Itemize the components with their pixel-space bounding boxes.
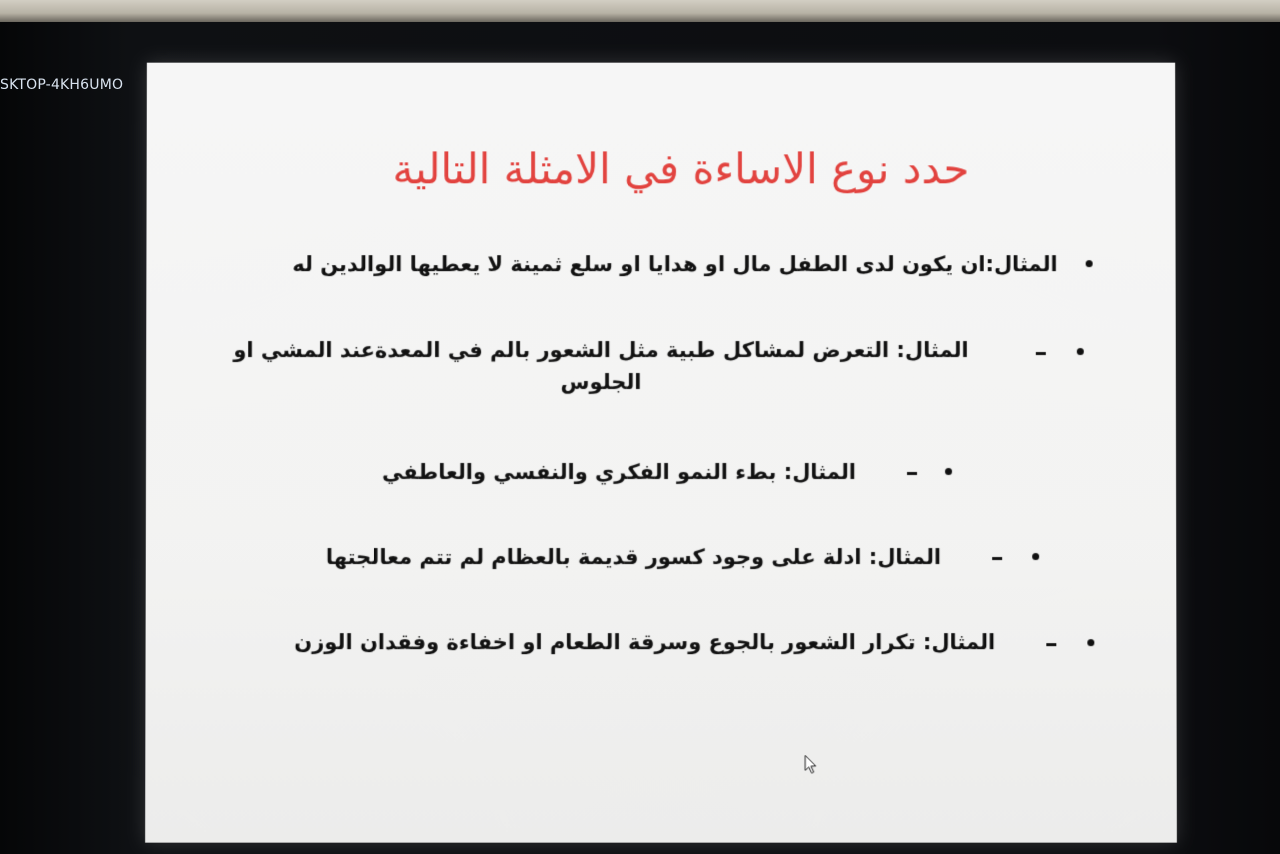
bullet-dot-icon xyxy=(1087,639,1094,646)
slide-item-2: المثال: التعرض لمشاكل طبية مثل الشعور بالم في المعدةعند المشي او الجلوس xyxy=(233,338,969,395)
bullet-dot-icon xyxy=(1086,260,1093,267)
desktop-name-label: SKTOP-4KH6UMO xyxy=(0,77,124,93)
presentation-slide[interactable] xyxy=(145,63,1177,843)
slide-item-3: المثال: بطء النمو الفكري والنفسي والعاطفي xyxy=(381,460,857,485)
bullet-dot-icon xyxy=(945,468,952,475)
slide-title: حدد نوع الاساءة في الامثلة التالية xyxy=(392,144,970,194)
dash-marker-icon xyxy=(1036,352,1046,354)
bullet-dot-icon xyxy=(1032,553,1039,560)
slide-item-1: المثال:ان يكون لدى الطفل مال او هدايا او سلع ثمينة لا يعطيها الوالدين له xyxy=(292,252,1058,277)
wall-background xyxy=(0,0,1280,22)
dash-marker-icon xyxy=(907,472,917,475)
slide-item-5: المثال: تكرار الشعور بالجوع وسرقة الطعام او اخفاءة وفقدان الوزن xyxy=(294,630,996,655)
slide-item-4: المثال: ادلة على وجود كسور قديمة بالعظام لم تتم معالجتها xyxy=(325,545,942,570)
dash-marker-icon xyxy=(1046,643,1056,646)
bullet-dot-icon xyxy=(1077,348,1084,355)
mouse-pointer-icon xyxy=(804,754,818,774)
monitor-bezel xyxy=(0,22,1280,854)
dash-marker-icon xyxy=(992,557,1002,560)
